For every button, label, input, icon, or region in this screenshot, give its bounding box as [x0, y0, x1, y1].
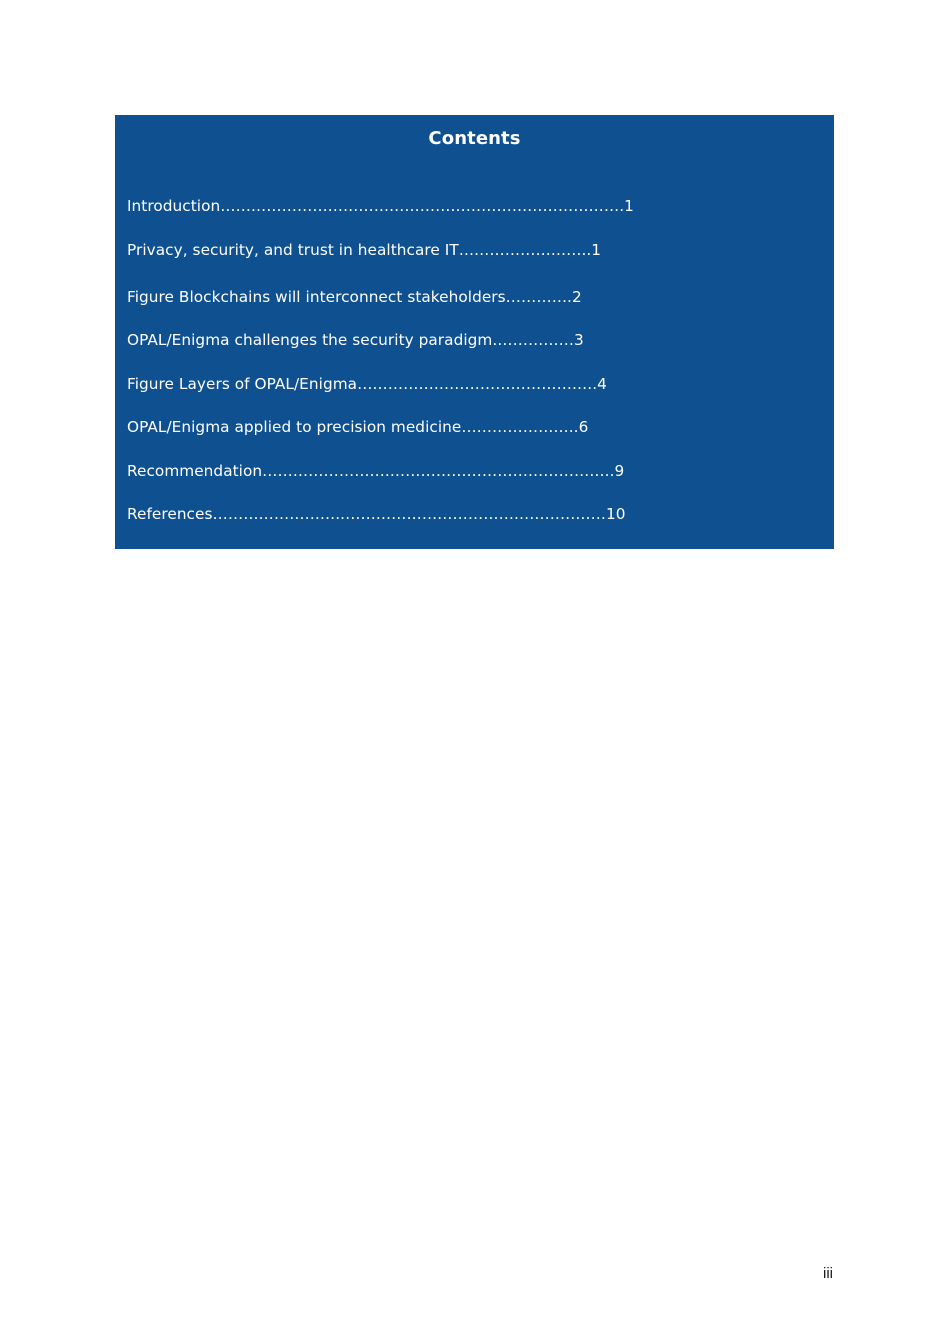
toc-entry-privacy-security-trust[interactable] — [127, 240, 601, 260]
toc-entry-text: OPAL/Enigma challenges the security paradigm.……………3 — [127, 331, 584, 349]
toc-entry-opal-enigma-security[interactable] — [127, 330, 584, 350]
toc-entry-text: Privacy, security, and trust in healthcare IT……………………..1 — [127, 241, 602, 259]
toc-entry-text: Recommendation…………………….……………………………………..9 — [127, 462, 625, 480]
table-of-contents — [115, 115, 834, 549]
toc-entry-text: Introduction…………………………………………………………………….1 — [127, 197, 634, 215]
contents-heading: Contents — [428, 128, 521, 149]
toc-entry-references[interactable] — [127, 504, 626, 524]
toc-entry-precision-medicine[interactable] — [127, 417, 588, 437]
page-number: iii — [823, 1265, 833, 1282]
toc-entry-text: Figure Blockchains will interconnect stakeholders………….2 — [127, 288, 582, 306]
toc-entry-introduction[interactable] — [127, 196, 634, 216]
toc-entry-recommendation[interactable] — [127, 461, 624, 481]
toc-entry-text: Figure Layers of OPAL/Enigma………………………………………..4 — [127, 375, 607, 393]
toc-entry-text: OPAL/Enigma applied to precision medicine…………………..6 — [127, 418, 589, 436]
toc-entry-figure-layers[interactable] — [127, 374, 607, 394]
toc-entry-figure-blockchains[interactable] — [127, 287, 582, 307]
toc-entry-text: References……………………..……………………………………………10 — [127, 505, 626, 523]
